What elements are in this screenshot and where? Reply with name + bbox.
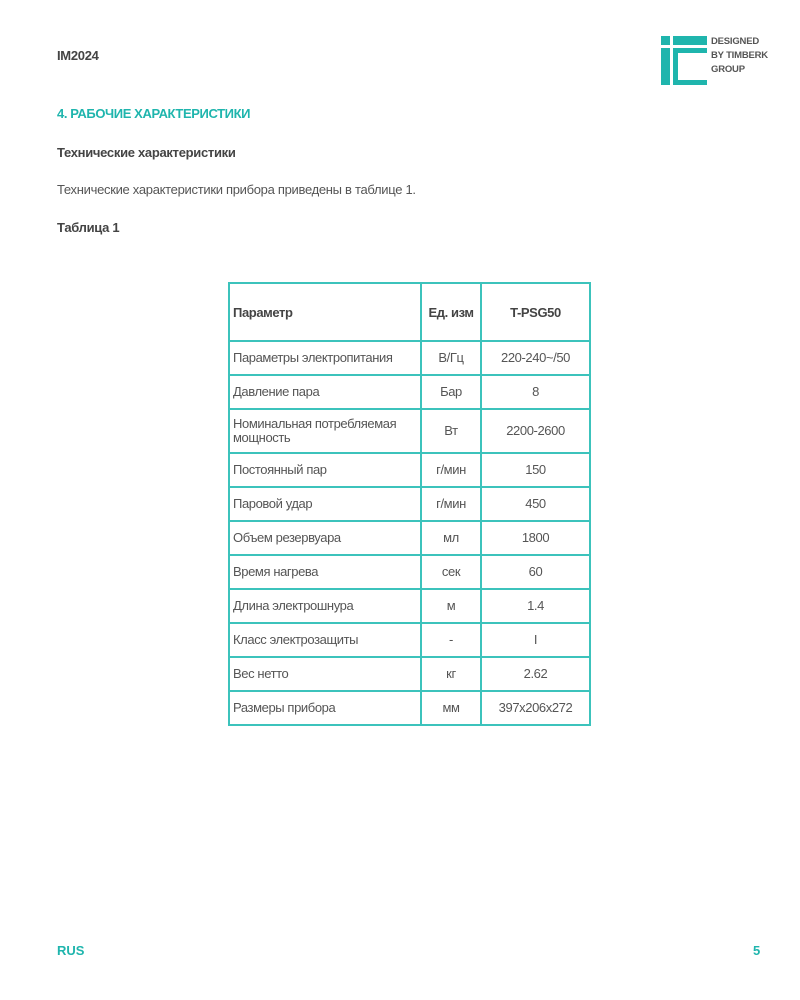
logo-mark-icon	[660, 35, 708, 87]
table-row	[229, 589, 590, 623]
param-cell: Вес нетто	[229, 657, 421, 691]
table-row	[229, 521, 590, 555]
value-cell: 450	[481, 487, 590, 521]
document-code: IM2024	[57, 48, 99, 63]
param-cell: Паровой удар	[229, 487, 421, 521]
table-row	[229, 657, 590, 691]
value-cell: 1800	[481, 521, 590, 555]
table-caption: Таблица 1	[57, 220, 120, 235]
unit-cell: мм	[421, 691, 481, 725]
unit-cell: В/Гц	[421, 341, 481, 375]
unit-cell: г/мин	[421, 487, 481, 521]
header-model: T-PSG50	[481, 283, 590, 341]
intro-text: Технические характеристики прибора приведены в таблице 1.	[57, 182, 416, 197]
page-number: 5	[753, 943, 761, 958]
param-cell: Номинальная потребляемая мощность	[229, 409, 421, 453]
header-unit: Ед. изм	[421, 283, 481, 341]
param-cell: Время нагрева	[229, 555, 421, 589]
unit-cell: Вт	[421, 409, 481, 453]
footer-language: RUS	[57, 943, 85, 958]
unit-cell: мл	[421, 521, 481, 555]
unit-cell: Бар	[421, 375, 481, 409]
logo-line: BY TIMBERK	[711, 50, 768, 61]
timberk-logo	[660, 35, 770, 87]
unit-cell: кг	[421, 657, 481, 691]
value-cell: 397x206x272	[481, 691, 590, 725]
value-cell: 8	[481, 375, 590, 409]
param-cell: Длина электрошнура	[229, 589, 421, 623]
table-row	[229, 409, 590, 453]
param-cell: Постоянный пар	[229, 453, 421, 487]
unit-cell: г/мин	[421, 453, 481, 487]
unit-cell: сек	[421, 555, 481, 589]
spec-table	[228, 282, 591, 726]
table-header-row	[229, 283, 590, 341]
value-cell: 2200-2600	[481, 409, 590, 453]
table-row	[229, 691, 590, 725]
subsection-title: Технические характеристики	[57, 145, 236, 160]
param-cell: Параметры электропитания	[229, 341, 421, 375]
section-title: 4. РАБОЧИЕ ХАРАКТЕРИСТИКИ	[57, 106, 251, 121]
table-row	[229, 623, 590, 657]
unit-cell: -	[421, 623, 481, 657]
value-cell: 220-240~/50	[481, 341, 590, 375]
value-cell: 1.4	[481, 589, 590, 623]
logo-line: DESIGNED	[711, 36, 760, 47]
value-cell: I	[481, 623, 590, 657]
logo-line: GROUP	[711, 64, 745, 75]
table-row	[229, 487, 590, 521]
param-cell: Размеры прибора	[229, 691, 421, 725]
param-cell: Класс электрозащиты	[229, 623, 421, 657]
param-cell: Давление пара	[229, 375, 421, 409]
logo-text	[711, 35, 768, 77]
param-cell: Объем резервуара	[229, 521, 421, 555]
value-cell: 150	[481, 453, 590, 487]
table-row	[229, 341, 590, 375]
table-row	[229, 375, 590, 409]
table-row	[229, 555, 590, 589]
header-parameter: Параметр	[229, 283, 421, 341]
table-row	[229, 453, 590, 487]
value-cell: 60	[481, 555, 590, 589]
unit-cell: м	[421, 589, 481, 623]
value-cell: 2.62	[481, 657, 590, 691]
